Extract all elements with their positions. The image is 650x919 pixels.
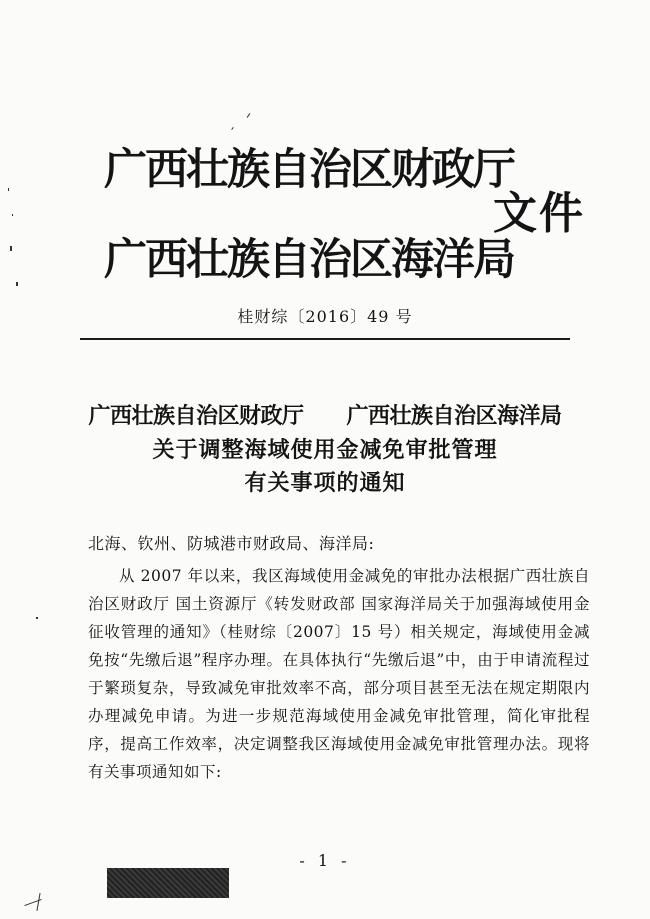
scan-mark	[231, 127, 234, 130]
notice-title-line-3: 有关事项的通知	[244, 470, 406, 496]
issuer-ocean-bureau: 广西壮族自治区海洋局	[104, 235, 514, 285]
header-divider	[80, 338, 570, 340]
scan-mark	[8, 188, 9, 191]
scan-mark	[16, 282, 18, 286]
body-paragraph: 从 2007 年以来，我区海域使用金减免的审批办法根据广西壮族自治区财政厅 国土资源厅《转发财政部 国家海洋局关于加强海域使用金征收管理的通知》（桂财综〔2007〕15 号）相关规定，海域使用金减免按“先缴后退”程序办理。在具体执行“先缴后退”中，由于申请流程过于繁琐复杂，导致减免审批效率不高，部分项目甚至无法在规定期限内办理减免申请。为进一步规范海域使用金减免审批管理，简化审批程序，提高工作效率，决定调整我区海域使用金减免审批管理办法。现将有关事项通知如下:	[88, 567, 590, 781]
scan-mark	[36, 893, 40, 911]
notice-title-line-2: 关于调整海域使用金减免审批管理	[152, 437, 498, 463]
scan-mark	[10, 246, 12, 251]
notice-title-line-1: 广西壮族自治区财政厅 广西壮族自治区海洋局	[88, 403, 562, 429]
document-type-label: 文件	[493, 188, 585, 239]
document-number: 桂财综〔2016〕49 号	[237, 307, 413, 326]
addressee-line: 北海、钦州、防城港市财政局、海洋局:	[88, 534, 375, 553]
issuer-finance-department: 广西壮族自治区财政厅	[104, 145, 514, 195]
scan-mark	[36, 617, 38, 619]
redaction-block	[107, 868, 229, 898]
scan-mark	[12, 214, 13, 216]
scan-mark	[247, 113, 251, 118]
page-number: - 1 -	[299, 851, 351, 870]
